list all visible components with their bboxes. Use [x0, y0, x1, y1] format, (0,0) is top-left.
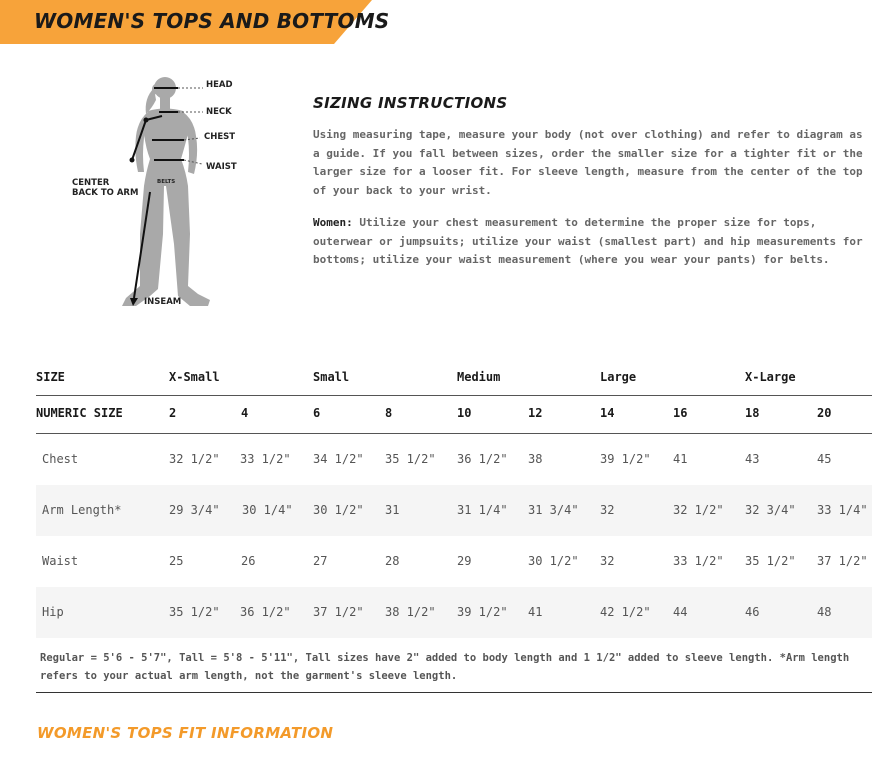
table-cell: 38 1/2" [385, 605, 436, 619]
measurement-diagram [66, 74, 266, 314]
table-cell: 32 [600, 554, 615, 568]
numeric-size-header: NUMERIC SIZE [36, 406, 123, 420]
numeric-size: 4 [241, 406, 249, 420]
label-center-back-2: BACK TO ARM [72, 188, 139, 198]
table-cell: 39 1/2" [600, 452, 651, 466]
table-cell: 28 [385, 554, 400, 568]
table-cell: 32 1/2" [673, 503, 724, 517]
table-cell: 42 1/2" [600, 605, 651, 619]
numeric-size: 6 [313, 406, 321, 420]
numeric-size: 12 [528, 406, 543, 420]
row-label: Chest [42, 452, 79, 466]
table-cell: 31 3/4" [528, 503, 579, 517]
numeric-size: 20 [817, 406, 832, 420]
instructions-paragraph-2 [313, 214, 868, 270]
table-cell: 41 [673, 452, 688, 466]
table-cell: 32 1/2" [169, 452, 220, 466]
table-cell: 26 [241, 554, 256, 568]
table-cell: 25 [169, 554, 184, 568]
table-cell: 44 [673, 605, 688, 619]
table-cell: 30 1/4" [242, 503, 293, 517]
table-row-hip [36, 587, 872, 638]
size-small: Small [313, 370, 350, 384]
label-chest: CHEST [204, 132, 236, 142]
label-head: HEAD [206, 80, 233, 90]
table-cell: 37 1/2" [313, 605, 364, 619]
table-cell: 46 [745, 605, 760, 619]
table-cell: 33 1/2" [240, 452, 291, 466]
women-text: Utilize your chest measurement to determine the proper size for tops, outerwear or jumpsuits; utilize your waist (smallest part) and hip measurements for bottoms; utilize your waist measurement (where you wear your pants) for belts. [313, 216, 863, 266]
table-cell: 43 [745, 452, 760, 466]
label-inseam: INSEAM [144, 297, 182, 307]
instructions-paragraph-1: Using measuring tape, measure your body (not over clothing) and refer to diagram as a guide. If you fall between sizes, order the smaller size for a tighter fit or the larger size for a looser fit. For sleeve length, measure from the center of the top of your back to your wrist. [313, 128, 863, 197]
label-neck: NECK [206, 107, 232, 117]
table-row-waist [36, 536, 872, 587]
table-cell: 37 1/2" [817, 554, 868, 568]
numeric-size-row [36, 396, 872, 434]
divider [36, 692, 872, 693]
table-cell: 35 1/2" [169, 605, 220, 619]
table-row-arm-length [36, 485, 872, 536]
table-cell: 33 1/4" [817, 503, 868, 517]
table-cell: 36 1/2" [457, 452, 508, 466]
size-large: Large [600, 370, 637, 384]
table-cell: 33 1/2" [673, 554, 724, 568]
women-lead: Women: [313, 216, 353, 229]
row-label: Arm Length* [42, 503, 122, 517]
table-cell: 36 1/2" [240, 605, 291, 619]
table-cell: 35 1/2" [385, 452, 436, 466]
table-cell: 31 1/4" [457, 503, 508, 517]
table-cell: 35 1/2" [745, 554, 796, 568]
table-cell: 31 [385, 503, 400, 517]
numeric-size: 18 [745, 406, 760, 420]
numeric-size: 2 [169, 406, 177, 420]
fit-information-heading: WOMEN'S TOPS FIT INFORMATION [37, 724, 334, 742]
size-header-row [36, 360, 872, 396]
size-chart-table [36, 360, 872, 638]
label-belts: BELTS [157, 179, 176, 185]
size-footnote: Regular = 5'6 - 5'7", Tall = 5'8 - 5'11", Tall sizes have 2" added to body length and 1 1/2" added to sleeve length. *Arm length refers to your actual arm length, not the garment's sleeve length. [40, 652, 850, 682]
label-center-back-1: CENTER [72, 178, 110, 188]
numeric-size: 14 [600, 406, 615, 420]
table-cell: 32 3/4" [745, 503, 796, 517]
table-cell: 32 [600, 503, 615, 517]
size-medium: Medium [457, 370, 501, 384]
size-xlarge: X-Large [745, 370, 796, 384]
table-cell: 30 1/2" [313, 503, 364, 517]
table-cell: 29 3/4" [169, 503, 220, 517]
table-cell: 30 1/2" [528, 554, 579, 568]
size-header: SIZE [36, 370, 65, 384]
numeric-size: 10 [457, 406, 472, 420]
table-cell: 29 [457, 554, 472, 568]
table-cell: 41 [528, 605, 543, 619]
label-waist: WAIST [206, 162, 237, 172]
table-cell: 38 [528, 452, 543, 466]
size-xsmall: X-Small [169, 370, 220, 384]
banner-title: WOMEN'S TOPS AND BOTTOMS [34, 9, 390, 33]
row-label: Hip [42, 605, 64, 619]
section-banner [0, 0, 390, 44]
table-cell: 39 1/2" [457, 605, 508, 619]
numeric-size: 8 [385, 406, 393, 420]
sizing-instructions [313, 94, 868, 284]
table-cell: 27 [313, 554, 328, 568]
row-label: Waist [42, 554, 79, 568]
table-cell: 48 [817, 605, 832, 619]
table-cell: 45 [817, 452, 832, 466]
numeric-size: 16 [673, 406, 688, 420]
instructions-title: SIZING INSTRUCTIONS [313, 94, 508, 112]
table-row-chest [36, 434, 872, 485]
table-cell: 34 1/2" [313, 452, 364, 466]
